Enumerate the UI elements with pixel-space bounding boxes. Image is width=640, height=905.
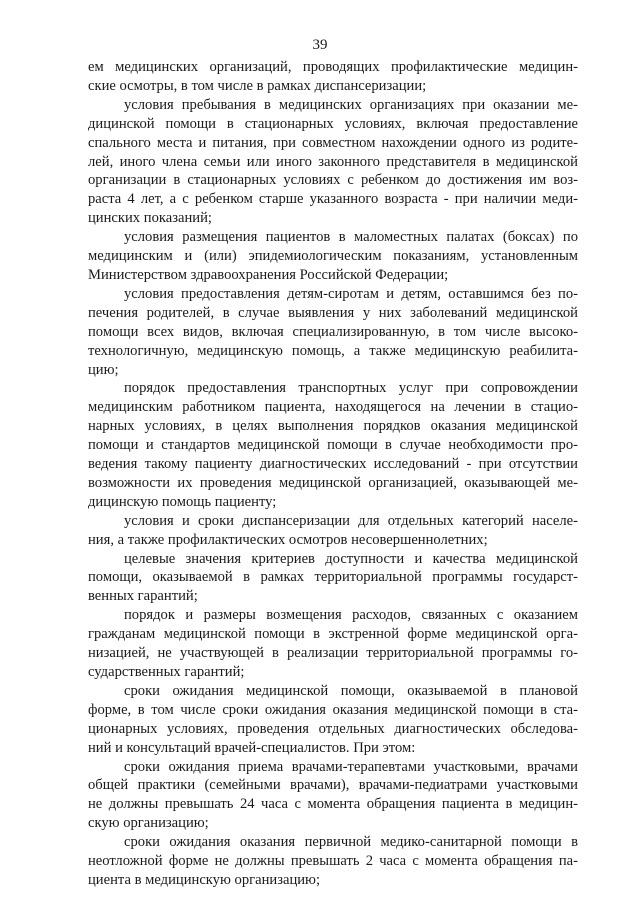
text-line: общей практики (семейными врачами), врачами-педиатрами участковыми [88,777,578,794]
text-line: условия предоставления детям-сиротам и детям, оставшимся без по- [124,285,578,302]
text-line: раста 4 лет, а с ребенком старше указанного возраста - при наличии меди- [88,191,578,208]
paragraph [88,228,578,285]
text-line: сроки ожидания приема врачами-терапевтами участковыми, врачами [124,758,578,775]
paragraph [88,682,578,758]
paragraph [88,58,578,96]
text-line: условия размещения пациентов в маломестных палатах (боксах) по [124,229,578,246]
text-line: циента в медицинскую организацию; [88,871,321,888]
text-line: венных гарантий; [88,588,198,605]
text-line: ционарных условиях, проведения отдельных диагностических обследова- [88,720,578,737]
text-line: организации в стационарных условиях с ребенком до достижения им воз- [88,172,578,189]
paragraph [88,96,578,228]
paragraph [88,833,578,890]
text-line: возможности их проведения медицинской организацией, оказывающей ме- [88,474,578,491]
text-line: цию; [88,361,119,378]
text-line: дицинскую помощь пациенту; [88,493,277,510]
text-line: ем медицинских организаций, проводящих профилактические медицин- [88,59,578,75]
page-number: 39 [312,37,328,53]
text-line: помощи и стандартов медицинской помощи в случае необходимости про- [88,437,578,454]
paragraph [88,550,578,607]
text-line: дицинской помощи в стационарных условиях, включая предоставление [88,115,578,132]
text-line: помощи, оказываемой в рамках территориальной программы государст- [88,569,578,586]
paragraph [88,285,578,380]
text-line: сроки ожидания оказания первичной медико-санитарной помощи в [124,834,578,851]
text-line: неотложной форме не должны превышать 2 часа с момента обращения па- [88,853,578,870]
text-line: спального места и питания, при совместном нахождении одного из родите- [88,134,578,151]
text-line: порядок и размеры возмещения расходов, связанных с оказанием [124,607,578,624]
text-line: Министерством здравоохранения Российской Федерации; [88,266,449,283]
text-line: скую организацию; [88,815,209,832]
paragraph [88,606,578,682]
text-line: порядок предоставления транспортных услуг при сопровождении [124,380,578,397]
text-line: ведения такому пациенту диагностических исследований - при отсутствии [88,456,578,473]
text-line: печения родителей, в случае выявления у них заболеваний медицинской [88,304,578,321]
text-line: ские осмотры, в том числе в рамках диспансеризации; [88,77,427,94]
text-line: условия пребывания в медицинских организациях при оказании ме- [124,96,578,113]
text-line: цинских показаний; [88,210,212,227]
text-line: гражданам медицинской помощи в экстренной форме медицинской орга- [88,626,578,643]
text-line: низацией, не участвующей в реализации территориальной программы го- [88,645,578,662]
text-line: сроки ожидания медицинской помощи, оказываемой в плановой [124,682,578,699]
text-line: помощи всех видов, включая специализированную, в том числе высоко- [88,323,578,340]
text-line: не должны превышать 24 часа с момента обращения пациента в медицин- [88,796,578,813]
text-line: целевые значения критериев доступности и качества медицинской [124,550,578,567]
text-line: форме, в том числе сроки ожидания оказания медицинской помощи в ста- [88,701,578,718]
text-line: ния, а также профилактических осмотров несовершеннолетних; [88,531,488,548]
text-line: ний и консультаций врачей-специалистов. При этом: [88,739,416,756]
text-line: условия и сроки диспансеризации для отдельных категорий населе- [124,512,578,529]
text-line: медицинским и (или) эпидемиологическим показаниям, установленным [88,248,578,265]
text-line: лей, иного члена семьи или иного законного представителя в медицинской [88,153,578,170]
text-line: технологичную, медицинскую помощь, а также медицинскую реабилита- [88,342,578,359]
document-body [88,58,578,890]
text-line: медицинским работником пациента, находящегося на лечении в стацио- [88,399,578,416]
text-line: нарных условиях, в целях выполнения порядков оказания медицинской [88,418,578,435]
text-line: сударственных гарантий; [88,664,245,680]
paragraph [88,758,578,834]
paragraph [88,512,578,550]
paragraph [88,379,578,511]
